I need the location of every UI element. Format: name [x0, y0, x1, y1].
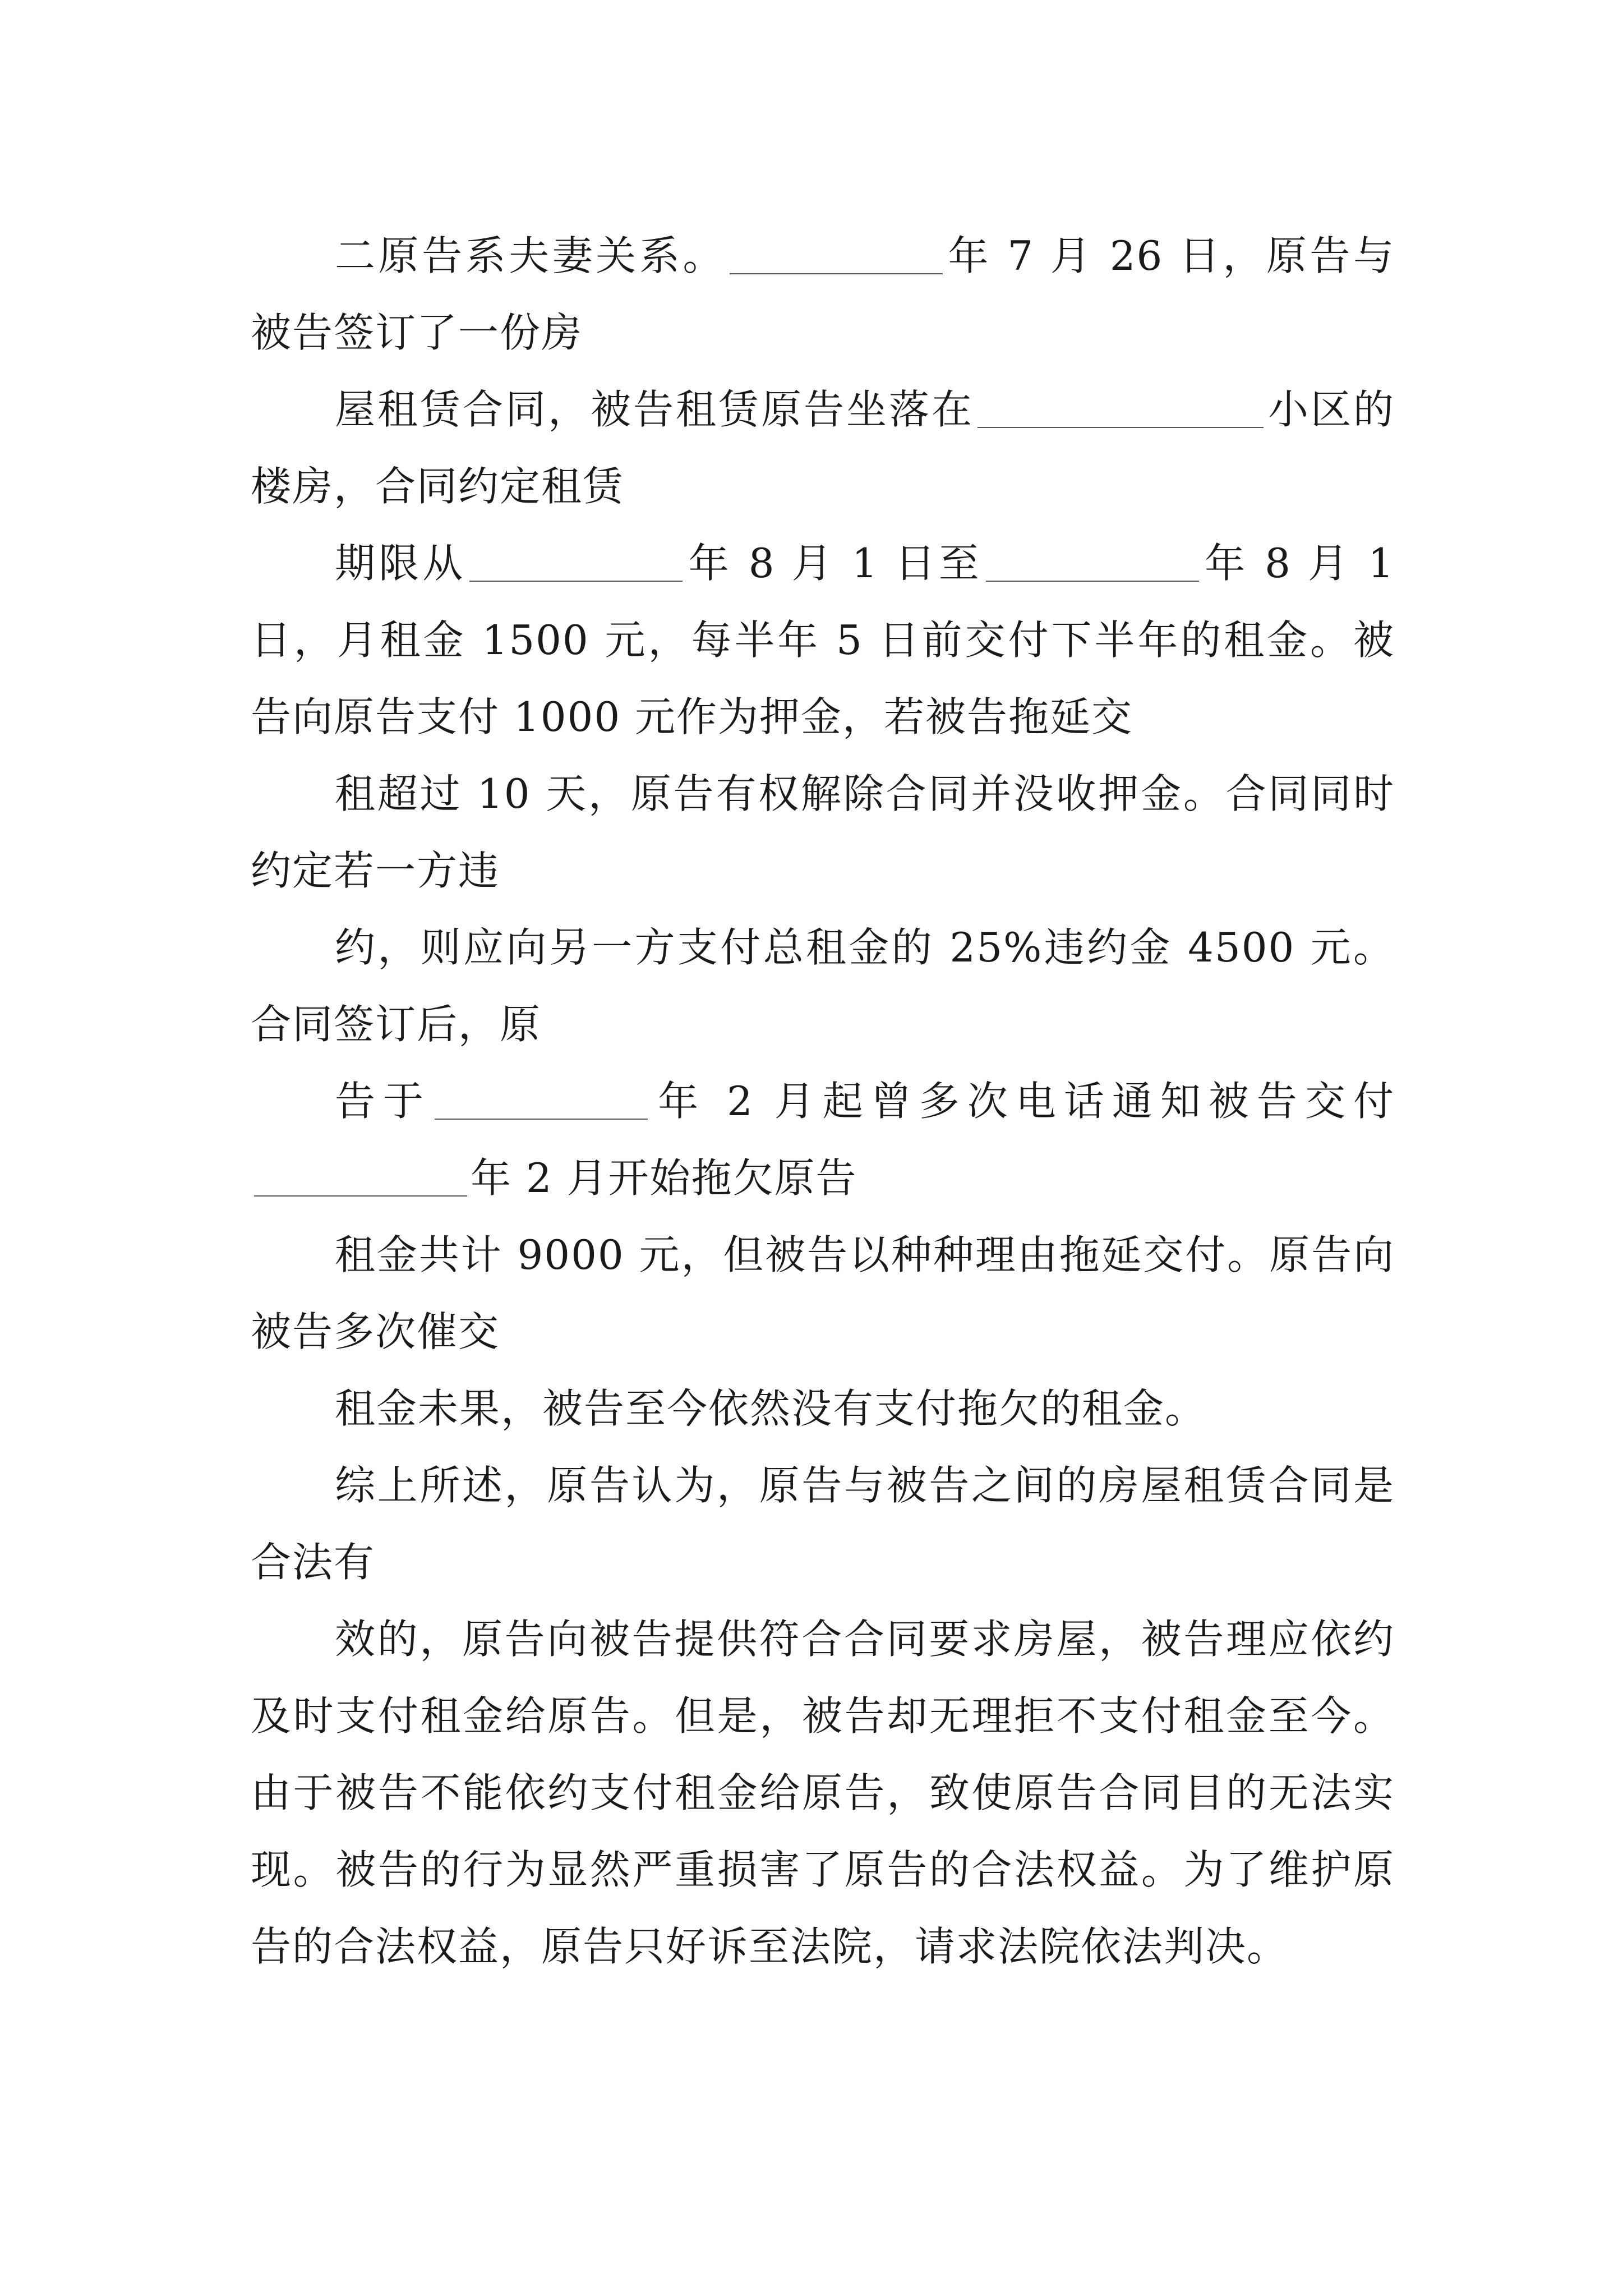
paragraph-text: 效的，原告向被告提供符合合同要求房屋，被告理应依约及时支付租金给原告。但是，被告却无理拒不支付租金至今。由于被告不能依约支付租金给原告，致使原告合同目的无法实现。被告的行为显然严重损害了原告的合法权益。为了维护原告的合法权益，原告只好诉至法院，请求法院依法判决。 [251, 1616, 1395, 1970]
paragraph-2 [251, 371, 1395, 525]
blank-field [435, 1074, 648, 1120]
paragraph-3 [251, 525, 1395, 756]
paragraph-text: 租金未果，被告至今依然没有支付拖欠的租金。 [335, 1385, 1207, 1432]
blank-field [730, 228, 943, 274]
paragraph-7 [251, 1217, 1395, 1370]
paragraph-text: 年 7 月 26 日，原告与被告签订了一份房 [251, 232, 1395, 356]
blank-field [978, 382, 1264, 428]
paragraph-5 [251, 909, 1395, 1063]
blank-field [469, 536, 683, 582]
paragraph-9 [251, 1447, 1395, 1601]
paragraph-text: 租超过 10 天，原告有权解除合同并没收押金。合同同时约定若一方违 [251, 770, 1395, 894]
paragraph-4 [251, 756, 1395, 909]
paragraph-text: 综上所述，原告认为，原告与被告之间的房屋租赁合同是合法有 [251, 1462, 1395, 1586]
paragraph-text: 约，则应向另一方支付总租金的 25%违约金 4500 元。合同签订后，原 [251, 924, 1395, 1048]
paragraph-text: 年 8 月 1 日，月租金 1500 元，每半年 5 日前交付下半年的租金。被告向原告支付 1000 元作为押金，若被告拖延交 [251, 540, 1395, 740]
document-body [251, 218, 1395, 1985]
paragraph-8 [251, 1370, 1395, 1447]
blank-field [254, 1151, 467, 1197]
paragraph-10 [251, 1601, 1395, 1985]
paragraph-text: 告于 [335, 1078, 432, 1125]
paragraph-text: 年 2 月开始拖欠原告 [471, 1154, 857, 1202]
paragraph-text: 租金共计 9000 元，但被告以种种理由拖延交付。原告向被告多次催交 [251, 1231, 1395, 1355]
paragraph-text: 期限从 [335, 540, 467, 587]
blank-field [986, 536, 1199, 582]
paragraph-text: 小区的楼房，合同约定租赁 [251, 386, 1395, 510]
paragraph-1 [251, 218, 1395, 371]
paragraph-text: 年 8 月 1 日至 [686, 540, 983, 587]
paragraph-text: 二原告系夫妻关系。 [335, 232, 726, 279]
paragraph-text: 屋租赁合同，被告租赁原告坐落在 [335, 386, 974, 433]
paragraph-text: 年 2 月起曾多次电话通知被告交付 [651, 1078, 1395, 1125]
paragraph-6 [251, 1063, 1395, 1217]
